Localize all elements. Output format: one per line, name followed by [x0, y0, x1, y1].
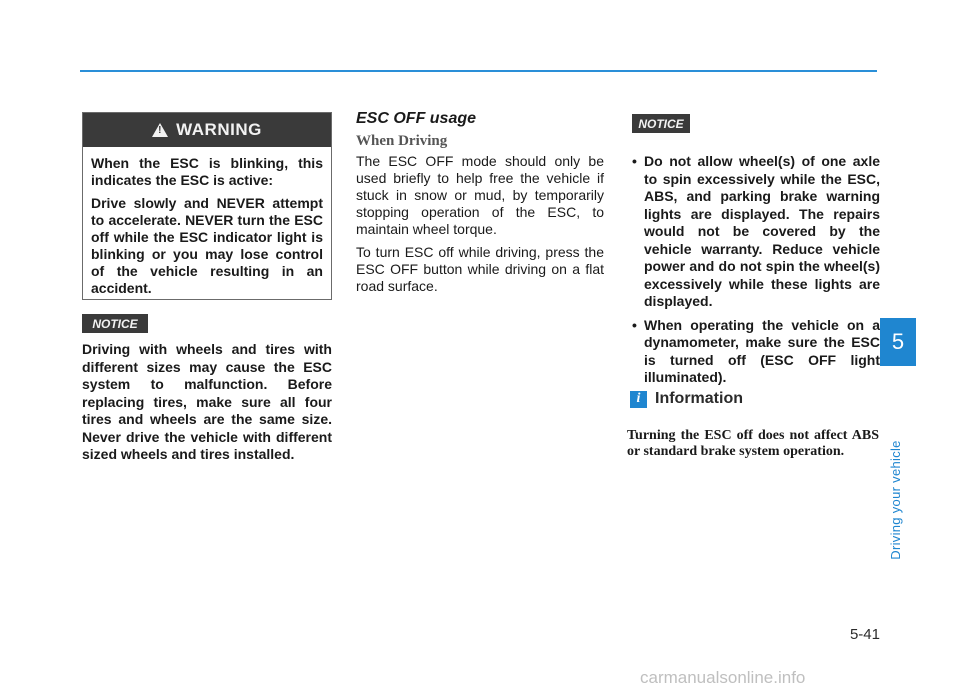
esc-off-text — [356, 153, 604, 301]
esc-off-paragraph: To turn ESC off while driving, press the ESC OFF button while driving on a flat road surface. — [356, 244, 604, 294]
notice-tag-left: NOTICE — [82, 314, 148, 333]
esc-off-paragraph: The ESC OFF mode should only be used briefly to help free the vehicle if stuck in snow or mud, by temporarily stopping operation of the ESC, to maintain wheel torque. — [356, 153, 604, 237]
warning-title: WARNING — [176, 120, 262, 139]
warning-paragraph: Drive slowly and NEVER attempt to accelerate. NEVER turn the ESC off while the ESC indicator light is blinking or you may lose control of the vehicle resulting in an accident. — [91, 195, 323, 296]
subheading: When Driving — [356, 133, 448, 149]
information-text: Turning the ESC off does not affect ABS or standard brake system operation. — [627, 428, 879, 459]
info-icon: i — [630, 391, 647, 408]
notice-text-left — [82, 341, 332, 464]
list-item: • When operating the vehicle on a dynamometer, make sure the ESC is turned off (ESC OFF light illuminated). — [632, 317, 880, 387]
list-item: • Do not allow wheel(s) of one axle to spin excessively while the ESC, ABS, and parking brake warning lights are displayed. The repairs would not be covered by the vehicle warranty. Reduce vehicle power and do not spin the wheel(s) excessively while these lights are displayed. — [632, 153, 880, 311]
information-title: Information — [655, 390, 743, 407]
notice-tag-right: NOTICE — [632, 114, 690, 133]
warning-header — [83, 113, 331, 147]
chapter-tab: 5 — [880, 318, 916, 366]
notice-bullets — [632, 153, 880, 393]
warning-triangle-icon — [152, 123, 168, 137]
chapter-title: Driving your vehicle — [888, 440, 903, 560]
notice-left-paragraph: Driving with wheels and tires with different sizes may cause the ESC system to malfunction. Before replacing tires, make sure all four tires and wheels are the same size. Never drive the vehicle with different sized wheels and tires installed. — [82, 341, 332, 462]
warning-paragraph: When the ESC is blinking, this indicates the ESC is active: — [91, 155, 323, 188]
warning-body — [83, 147, 331, 297]
information-header — [630, 390, 743, 408]
warning-box — [82, 112, 332, 300]
page-number: 5-41 — [849, 626, 880, 643]
top-rule — [80, 70, 877, 72]
watermark: carmanualsonline.info — [640, 668, 806, 687]
section-title: ESC OFF usage — [356, 110, 477, 127]
